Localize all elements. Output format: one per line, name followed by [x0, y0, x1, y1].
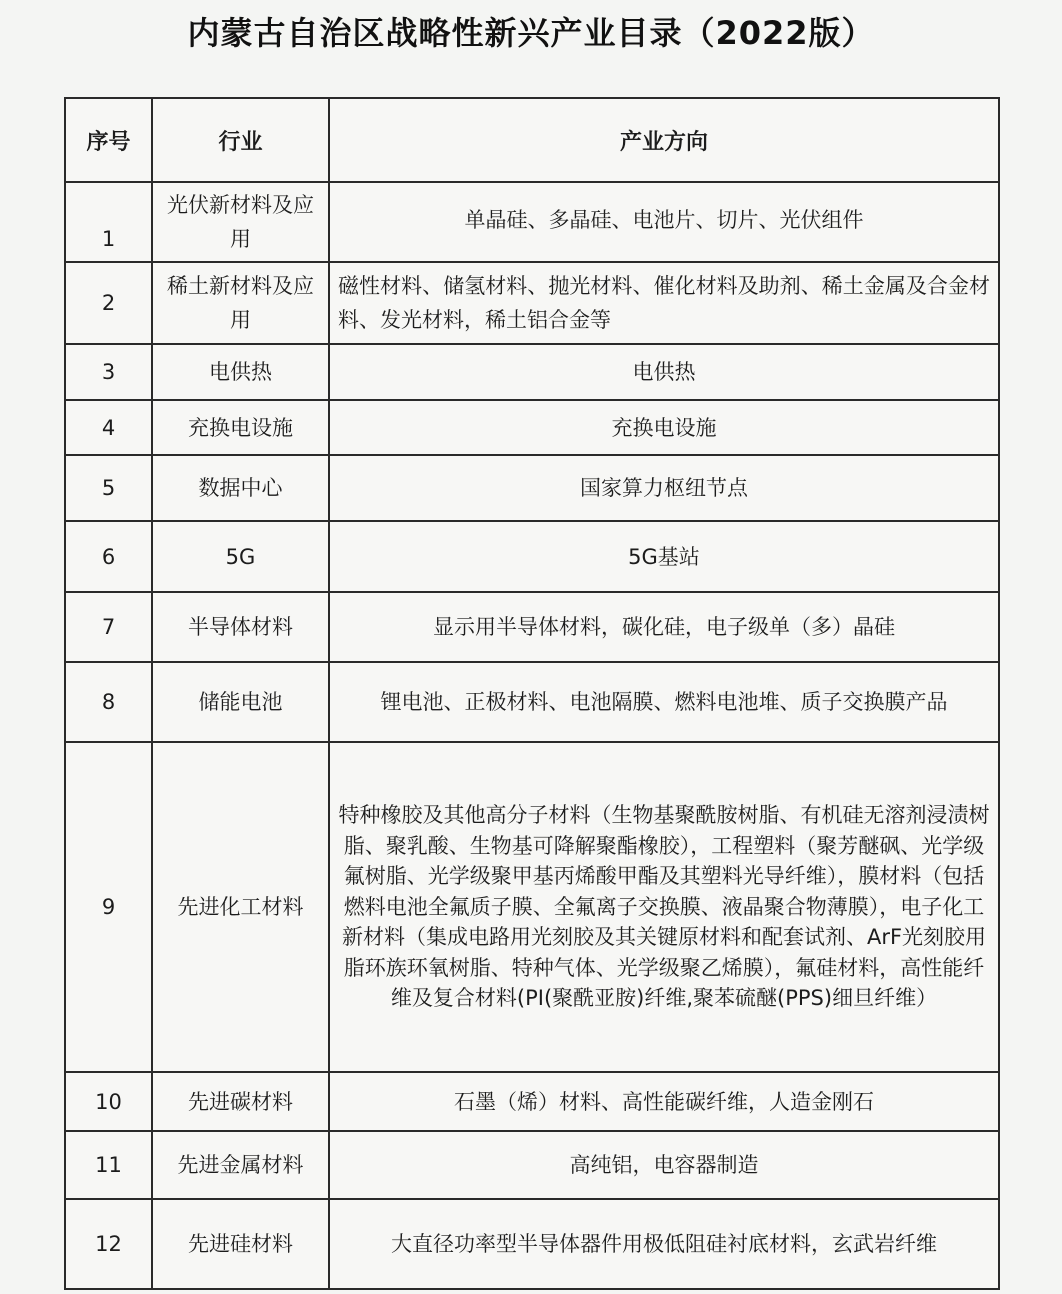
row-direction: 石墨（烯）材料、高性能碳纤维，人造金刚石: [329, 1072, 999, 1131]
row-industry: 先进碳材料: [152, 1072, 329, 1131]
industry-catalog-table: [64, 97, 1000, 1290]
row-industry: 先进硅材料: [152, 1199, 329, 1289]
table-row: [65, 262, 999, 344]
row-direction: 显示用半导体材料，碳化硅，电子级单（多）晶硅: [329, 592, 999, 662]
row-direction: 高纯铝，电容器制造: [329, 1131, 999, 1199]
row-direction: 锂电池、正极材料、电池隔膜、燃料电池堆、质子交换膜产品: [329, 662, 999, 742]
row-industry: 先进化工材料: [152, 742, 329, 1072]
table-row: [65, 521, 999, 592]
table-row: [65, 662, 999, 742]
row-number: 10: [65, 1072, 152, 1131]
row-industry: 光伏新材料及应用: [152, 182, 329, 262]
table-row: [65, 1199, 999, 1289]
row-direction: 国家算力枢纽节点: [329, 455, 999, 521]
row-direction: 大直径功率型半导体器件用极低阻硅衬底材料，玄武岩纤维: [329, 1199, 999, 1289]
row-industry: 先进金属材料: [152, 1131, 329, 1199]
row-industry: 半导体材料: [152, 592, 329, 662]
row-number: 3: [65, 344, 152, 400]
row-direction: 5G基站: [329, 521, 999, 592]
row-number: 4: [65, 400, 152, 455]
row-direction: 磁性材料、储氢材料、抛光材料、催化材料及助剂、稀土金属及合金材料、发光材料，稀土铝合金等: [329, 262, 999, 344]
row-number: 9: [65, 742, 152, 1072]
row-number: 11: [65, 1131, 152, 1199]
table-row: [65, 182, 999, 262]
row-number: 12: [65, 1199, 152, 1289]
table-row: [65, 1072, 999, 1131]
table-row: [65, 742, 999, 1072]
table-header-row: [65, 98, 999, 182]
document-title: 内蒙古自治区战略性新兴产业目录（2022版）: [187, 14, 875, 52]
row-direction: 特种橡胶及其他高分子材料（生物基聚酰胺树脂、有机硅无溶剂浸渍树脂、聚乳酸、生物基可降解聚酯橡胶），工程塑料（聚芳醚砜、光学级氟树脂、光学级聚甲基丙烯酸甲酯及其塑料光导纤维），膜材料（包括燃料电池全氟质子膜、全氟离子交换膜、液晶聚合物薄膜），电子化工新材料（集成电路用光刻胶及其关键原材料和配套试剂、ArF光刻胶用脂环族环氧树脂、特种气体、光学级聚乙烯膜），氟硅材料，高性能纤维及复合材料(PI(聚酰亚胺)纤维,聚苯硫醚(PPS)细旦纤维）: [329, 742, 999, 1072]
row-number: 6: [65, 521, 152, 592]
row-direction: 单晶硅、多晶硅、电池片、切片、光伏组件: [329, 182, 999, 262]
row-number-text: 1: [101, 227, 116, 251]
header-industry: 行业: [152, 98, 329, 182]
row-industry: 充换电设施: [152, 400, 329, 455]
header-direction: 产业方向: [329, 98, 999, 182]
row-industry: 储能电池: [152, 662, 329, 742]
table-row: [65, 400, 999, 455]
header-number: 序号: [65, 98, 152, 182]
row-industry: 电供热: [152, 344, 329, 400]
row-direction: 电供热: [329, 344, 999, 400]
row-number: 8: [65, 662, 152, 742]
row-industry: 数据中心: [152, 455, 329, 521]
row-number: 2: [65, 262, 152, 344]
row-direction: 充换电设施: [329, 400, 999, 455]
table-row: [65, 592, 999, 662]
row-industry: 稀土新材料及应用: [152, 262, 329, 344]
table-row: [65, 455, 999, 521]
table-row: [65, 344, 999, 400]
row-number: 5: [65, 455, 152, 521]
row-industry: 5G: [152, 521, 329, 592]
table-row: [65, 1131, 999, 1199]
row-number: [65, 182, 152, 262]
row-number: 7: [65, 592, 152, 662]
